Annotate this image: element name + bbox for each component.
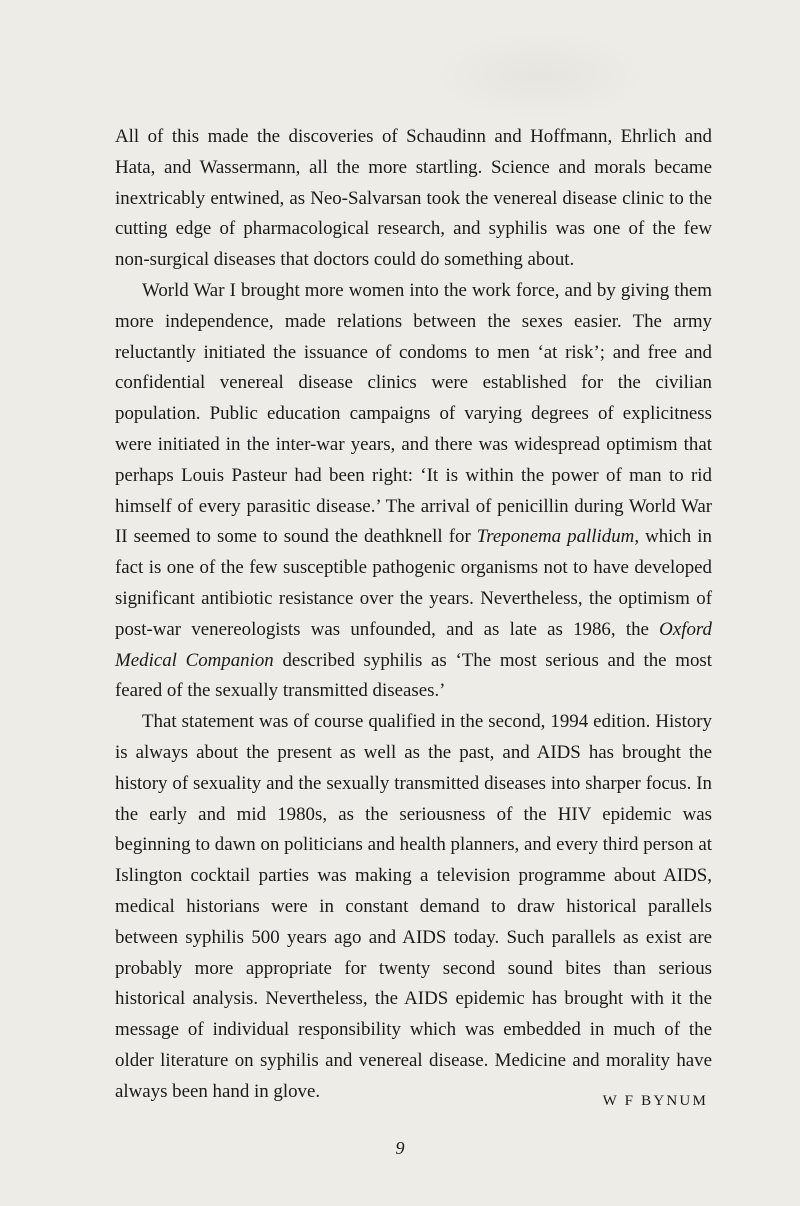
- paragraph-2-text-middle: which in fact is one of the few susceptible pathogenic organisms not to have developed significant antibiotic resistance over the years. Nevertheless, the optimism of post-war venereologists was unfounded, and as late as 1986, the: [115, 526, 712, 640]
- paragraph-2-text-start: World War I brought more women into the work force, and by giving them more independence, made relations between the sexes easier. The army reluctantly initiated the issuance of condoms to men ‘at risk’; and free and confidential venereal disease clinics were established for the civilian population. Public education campaigns of varying degrees of explicitness were initiated in the inter-war years, and there was widespread optimism that perhaps Louis Pasteur had been right: ‘It is within the power of man to rid himself of every parasitic disease.’ The arrival of penicillin during World War II seemed to some to sound the deathknell for: [115, 279, 712, 548]
- page-number: 9: [395, 1138, 405, 1158]
- author-signature: W F BYNUM: [602, 1093, 708, 1109]
- paragraph-3: [115, 707, 712, 1107]
- paper-stain: [430, 30, 650, 120]
- paragraph-2-text-end: described syphilis as ‘The most serious and the most feared of the sexually transmitted diseases.’: [115, 649, 712, 702]
- paragraph-2: [115, 276, 712, 707]
- italic-book-title: Oxford Medical Companion: [115, 618, 712, 671]
- paragraph-1-text: All of this made the discoveries of Schaudinn and Hoffmann, Ehrlich and Hata, and Wassermann, all the more startling. Science and morals became inextricably entwined, as Neo-Salvarsan took the venereal disease clinic to the cutting edge of pharmacological research, and syphilis was one of the few non-surgical diseases that doctors could do something about.: [115, 126, 712, 271]
- paragraph-1: [115, 122, 712, 276]
- italic-species-name: Treponema pallidum,: [476, 526, 640, 548]
- paragraph-3-text: That statement was of course qualified in the second, 1994 edition. History is always about the present as well as the past, and AIDS has brought the history of sexuality and the sexually transmitted diseases into sharper focus. In the early and mid 1980s, as the seriousness of the HIV epidemic was beginning to dawn on politicians and health planners, and every third person at Islington cocktail parties was making a television programme about AIDS, medical historians were in constant demand to draw historical parallels between syphilis 500 years ago and AIDS today. Such parallels as exist are probably more appropriate for twenty second sound bites than serious historical analysis. Nevertheless, the AIDS epidemic has brought with it the message of individual responsibility which was embedded in much of the older literature on syphilis and venereal disease. Medicine and morality have always been hand in glove.: [115, 711, 712, 1102]
- body-text: [115, 122, 712, 1108]
